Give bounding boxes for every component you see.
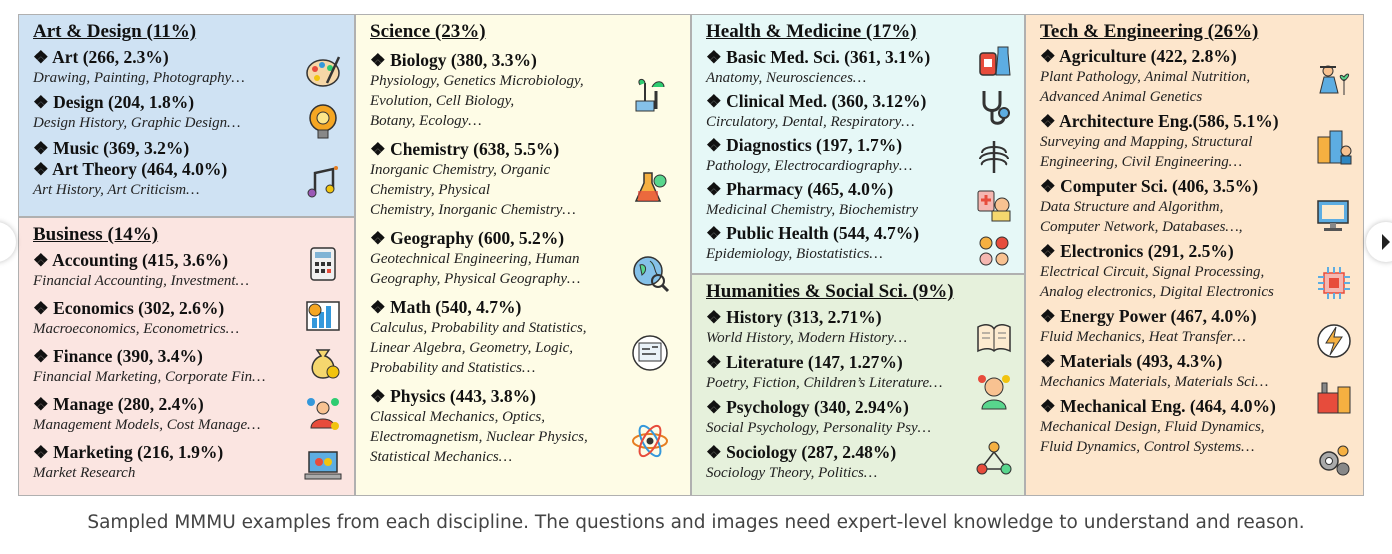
subject-name: ❖ Art (266, 2.3%) <box>33 47 169 67</box>
panel-business <box>18 217 355 496</box>
subject-desc: Mechanical Design, Fluid Dynamics, <box>1040 419 1265 435</box>
money-bag-icon <box>303 342 343 382</box>
panel-health-medicine <box>691 14 1025 274</box>
factory-icon <box>1314 377 1354 417</box>
subject-desc: Circulatory, Dental, Respiratory… <box>706 114 915 130</box>
subject-desc: Statistical Mechanics… <box>370 449 513 465</box>
open-book-icon <box>974 317 1014 357</box>
subject-desc: Anatomy, Neurosciences… <box>706 70 867 86</box>
subject-desc: Social Psychology, Personality Psy… <box>706 420 931 436</box>
subject-name: ❖ Sociology (287, 2.48%) <box>706 442 897 462</box>
panel-title: Business (14%) <box>33 224 159 245</box>
subject-desc: Classical Mechanics, Optics, <box>370 409 545 425</box>
computer-icon <box>1314 195 1354 235</box>
math-board-icon <box>630 333 670 373</box>
panel-title: Science (23%) <box>370 21 486 42</box>
panel-humanities <box>691 274 1025 496</box>
subject-name: ❖ Physics (443, 3.8%) <box>370 386 536 406</box>
subject-name: ❖ Design (204, 1.8%) <box>33 92 195 112</box>
subject-desc: Advanced Animal Genetics <box>1040 89 1203 105</box>
subject-desc: Chemistry, Physical <box>370 182 490 198</box>
subject-desc: Drawing, Painting, Photography… <box>33 70 245 86</box>
subject-name: ❖ Agriculture (422, 2.8%) <box>1040 46 1237 66</box>
calculator-icon <box>303 244 343 284</box>
subject-name: ❖ Geography (600, 5.2%) <box>370 228 565 248</box>
subject-name: ❖ Psychology (340, 2.94%) <box>706 397 909 417</box>
subject-name: ❖ Computer Sci. (406, 3.5%) <box>1040 176 1259 196</box>
microscope-plant-icon <box>630 75 670 115</box>
network-people-icon <box>974 439 1014 479</box>
subject-desc: Plant Pathology, Animal Nutrition, <box>1040 69 1251 85</box>
subject-desc: Chemistry, Inorganic Chemistry… <box>370 202 576 218</box>
subject-name: ❖ Accounting (415, 3.6%) <box>33 250 229 270</box>
panel-tech-engineering <box>1025 14 1364 496</box>
subject-name: ❖ Economics (302, 2.6%) <box>33 298 225 318</box>
subject-name: ❖ Music (369, 3.2%) <box>33 138 190 158</box>
pharmacist-icon <box>974 185 1014 225</box>
panel-science <box>355 14 691 496</box>
subject-name: ❖ Clinical Med. (360, 3.12%) <box>706 91 927 111</box>
panel-title: Health & Medicine (17%) <box>706 21 917 42</box>
subject-name: ❖ Architecture Eng.(586, 5.1%) <box>1040 111 1279 131</box>
subject-desc: Sociology Theory, Politics… <box>706 465 878 481</box>
subject-desc: Probability and Statistics… <box>370 360 536 376</box>
subject-desc: Computer Network, Databases…, <box>1040 219 1243 235</box>
stethoscope-icon <box>974 87 1014 127</box>
subject-desc: Physiology, Genetics Microbiology, <box>370 73 584 89</box>
panel-title: Tech & Engineering (26%) <box>1040 21 1259 42</box>
flask-icon <box>630 167 670 207</box>
subject-desc: Inorganic Chemistry, Organic <box>370 162 551 178</box>
subject-desc: Mechanics Materials, Materials Sci… <box>1040 374 1269 390</box>
subject-name: ❖ Electronics (291, 2.5%) <box>1040 241 1234 261</box>
lightning-icon <box>1314 321 1354 361</box>
carousel-next-button[interactable] <box>1366 222 1392 262</box>
people-group-icon <box>974 231 1014 271</box>
medicine-bottle-icon <box>974 41 1014 81</box>
subject-desc: World History, Modern History… <box>706 330 908 346</box>
farmer-icon <box>1314 59 1354 99</box>
subject-desc: Art History, Art Criticism… <box>33 182 200 198</box>
subject-desc: Design History, Graphic Design… <box>33 115 241 131</box>
subject-name: ❖ Materials (493, 4.3%) <box>1040 351 1223 371</box>
subject-desc: Financial Accounting, Investment… <box>33 273 249 289</box>
manager-icon <box>303 394 343 434</box>
subject-desc: Data Structure and Algorithm, <box>1040 199 1224 215</box>
subject-desc: Fluid Mechanics, Heat Transfer… <box>1040 329 1246 345</box>
chevron-right-icon <box>1366 222 1392 262</box>
figure-caption: Sampled MMMU examples from each discipline. The questions and images need expert-level knowledge to understand and reason. <box>87 512 1305 533</box>
gears-icon <box>1314 439 1354 479</box>
subject-desc: Geotechnical Engineering, Human <box>370 251 580 267</box>
subject-name: ❖ Diagnostics (197, 1.7%) <box>706 135 903 155</box>
music-notes-icon <box>303 163 343 203</box>
subject-desc: Analog electronics, Digital Electronics <box>1040 284 1274 300</box>
carousel-prev-button[interactable] <box>0 222 16 262</box>
discipline-figure <box>18 14 1364 496</box>
subject-music <box>33 138 354 159</box>
subject-desc: Botany, Ecology… <box>370 113 482 129</box>
ribcage-icon <box>974 137 1014 177</box>
subject-desc: Macroeconomics, Econometrics… <box>33 321 240 337</box>
subject-desc: Medicinal Chemistry, Biochemistry <box>706 202 919 218</box>
subject-desc: Pathology, Electrocardiography… <box>706 158 913 174</box>
subject-desc: Engineering, Civil Engineering… <box>1040 154 1243 170</box>
subject-desc: Linear Algebra, Geometry, Logic, <box>370 340 574 356</box>
globe-magnifier-icon <box>630 253 670 293</box>
subject-desc: Poetry, Fiction, Children’s Literature… <box>706 375 943 391</box>
subject-name: ❖ Chemistry (638, 5.5%) <box>370 139 560 159</box>
thinking-person-icon <box>974 371 1014 411</box>
subject-name: ❖ Biology (380, 3.3%) <box>370 50 537 70</box>
panel-art-design <box>18 14 355 217</box>
subject-name: ❖ Energy Power (467, 4.0%) <box>1040 306 1257 326</box>
subject-name: ❖ Finance (390, 3.4%) <box>33 346 203 366</box>
subject-name: ❖ Literature (147, 1.27%) <box>706 352 903 372</box>
subject-name: ❖ Math (540, 4.7%) <box>370 297 522 317</box>
subject-desc: Fluid Dynamics, Control Systems… <box>1040 439 1255 455</box>
chip-icon <box>1314 263 1354 303</box>
lightbulb-gear-icon <box>303 101 343 141</box>
subject-desc: Financial Marketing, Corporate Fin… <box>33 369 266 385</box>
subject-desc: Calculus, Probability and Statistics, <box>370 320 587 336</box>
subject-name: ❖ Basic Med. Sci. (361, 3.1%) <box>706 47 931 67</box>
subject-desc: Epidemiology, Biostatistics… <box>706 246 883 262</box>
subject-name: ❖ Public Health (544, 4.7%) <box>706 223 920 243</box>
subject-desc: Market Research <box>33 465 136 481</box>
subject-desc: Electrical Circuit, Signal Processing, <box>1040 264 1265 280</box>
subject-name: ❖ History (313, 2.71%) <box>706 307 882 327</box>
buildings-icon <box>1314 127 1354 167</box>
atom-icon <box>630 421 670 461</box>
subject-desc: Electromagnetism, Nuclear Physics, <box>370 429 588 445</box>
panel-title: Humanities & Social Sci. (9%) <box>706 281 954 302</box>
money-chart-icon <box>303 294 343 334</box>
panel-title: Art & Design (11%) <box>33 21 197 42</box>
subject-desc: Surveying and Mapping, Structural <box>1040 134 1253 150</box>
subject-desc: Geography, Physical Geography… <box>370 271 581 287</box>
palette-icon <box>303 51 343 91</box>
subject-desc: Management Models, Cost Manage… <box>33 417 261 433</box>
subject-name: ❖ Mechanical Eng. (464, 4.0%) <box>1040 396 1276 416</box>
subject-name: ❖ Marketing (216, 1.9%) <box>33 442 224 462</box>
subject-name: ❖ Manage (280, 2.4%) <box>33 394 204 414</box>
subject-name: ❖ Pharmacy (465, 4.0%) <box>706 179 894 199</box>
subject-desc: Evolution, Cell Biology, <box>370 93 515 109</box>
subject-name: ❖ Art Theory (464, 4.0%) <box>33 159 228 179</box>
laptop-icon <box>303 446 343 486</box>
